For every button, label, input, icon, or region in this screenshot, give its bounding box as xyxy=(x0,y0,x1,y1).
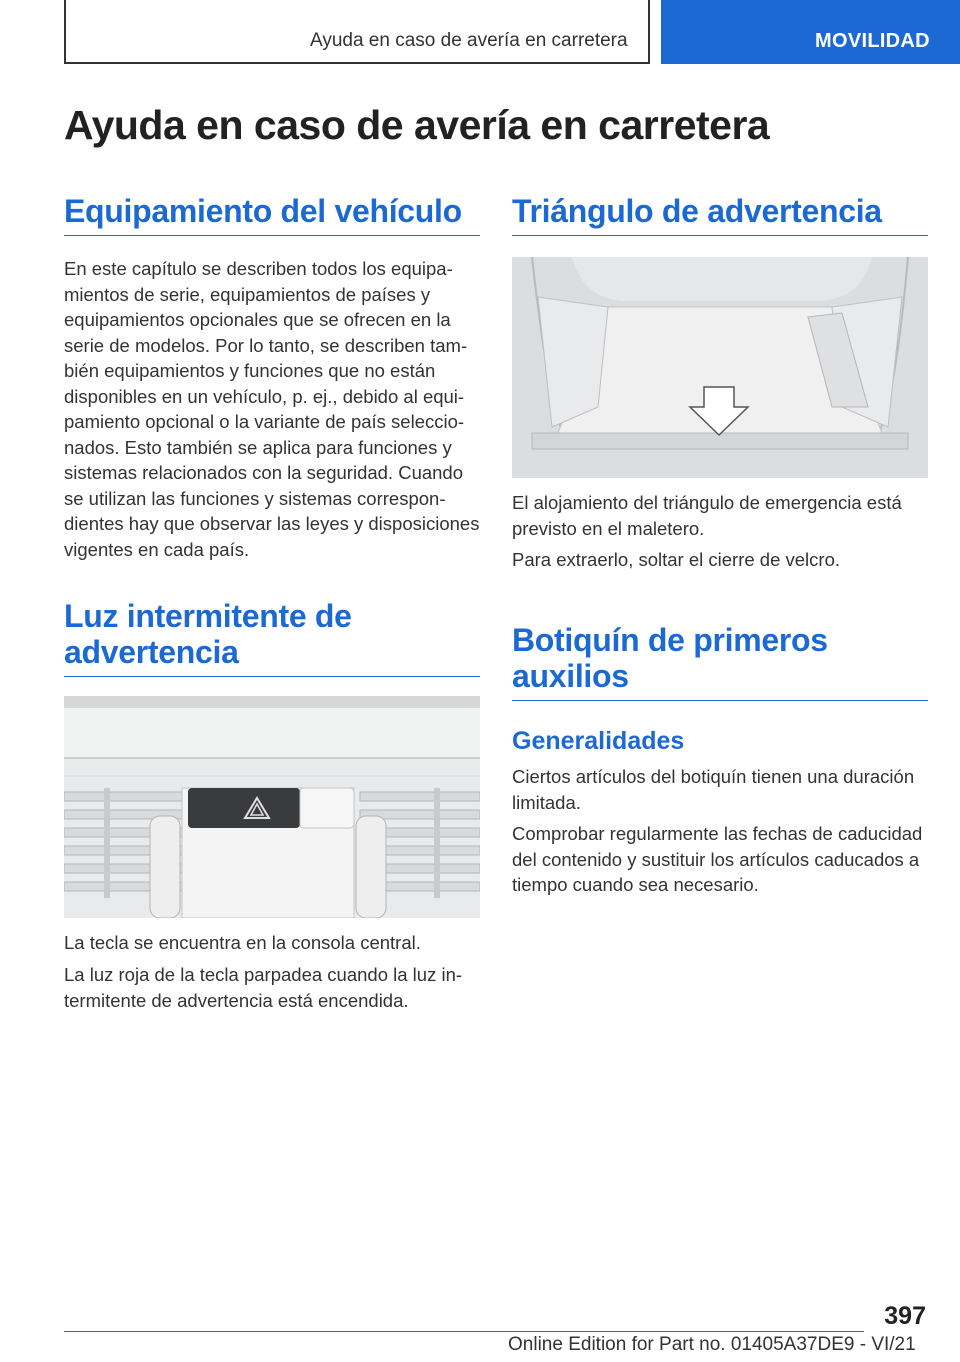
page-number: 397 xyxy=(884,1302,926,1330)
triangle-removal-text: Para extraerlo, soltar el cierre de velcro. xyxy=(512,549,840,570)
hazard-switch-illustration xyxy=(64,696,480,918)
first-aid-text-2: Comprobar regularmente las fechas de caducidad del contenido y sustituir los artículos caducados a tiempo cuando sea necesario. xyxy=(512,823,923,895)
page-title: Ayuda en caso de avería en carretera xyxy=(64,102,770,148)
first-aid-text-1: Ciertos artículos del botiquín tienen una duración limitada. xyxy=(512,766,915,813)
heading-vehicle-equipment: Equipamiento del vehículo xyxy=(64,193,480,236)
heading-warning-triangle: Triángulo de advertencia xyxy=(512,193,928,236)
trunk-illustration xyxy=(512,257,928,478)
footer-divider xyxy=(64,1331,864,1332)
hazard-light-text: La luz roja de la tecla parpadea cuando la luz intermitente de advertencia está encendida. xyxy=(64,964,463,1011)
heading-general: Generalidades xyxy=(512,727,685,755)
hazard-location-text: La tecla se encuentra en la consola central. xyxy=(64,932,421,953)
header-section-label: MOVILIDAD xyxy=(815,30,930,52)
triangle-location-text: El alojamiento del triángulo de emergencia está previsto en el maletero. xyxy=(512,492,902,539)
vehicle-equipment-text: En este capítulo se describen todos los equipamientos de serie, equipamientos de países y equipamientos opcionales que se ofrecen en la serie de modelos. Por lo tanto, se describen también equipamientos y funciones que no están disponibles en un vehículo, p. ej., debido al equipamiento opcional o la variante de país seleccionados. Esto también se aplica para funciones y sistemas relacionados con la seguridad. Cuando se utilizan las funciones y sistemas correspondientes hay que observar las leyes y disposiciones vigentes en cada país. xyxy=(64,258,480,560)
heading-first-aid-kit: Botiquín de primeros auxilios xyxy=(512,622,928,701)
hazard-switch-figure xyxy=(64,696,480,918)
header-chapter-title: Ayuda en caso de avería en carretera xyxy=(310,30,628,51)
footer-edition: Online Edition for Part no. 01405A37DE9 - VI/21 xyxy=(508,1334,916,1355)
heading-hazard-lights: Luz intermitente de advertencia xyxy=(64,598,480,677)
trunk-figure xyxy=(512,257,928,478)
